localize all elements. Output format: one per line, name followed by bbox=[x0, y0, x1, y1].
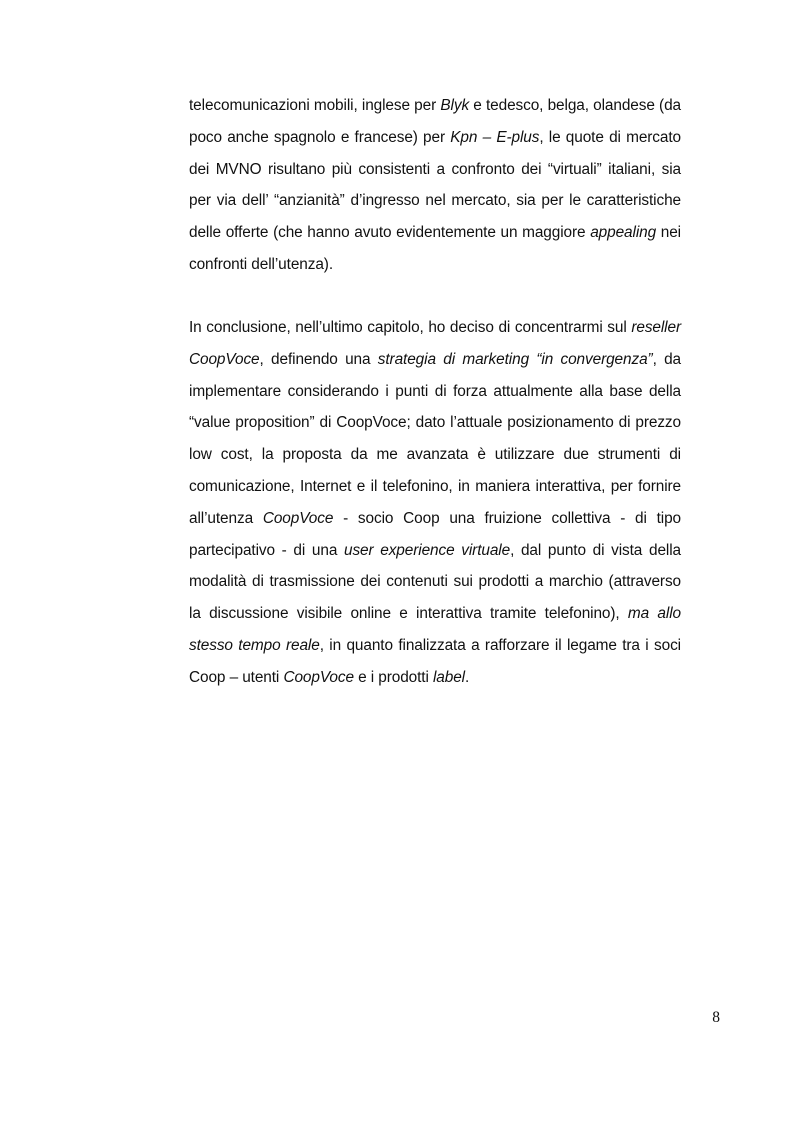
italic-text-segment: ma allo stesso tempo reale bbox=[189, 605, 681, 654]
italic-text-segment: Blyk bbox=[440, 97, 470, 114]
italic-text-segment: CoopVoce bbox=[262, 509, 334, 527]
text-segment: , dal punto di vista della modalità di trasmissione dei contenuti sui prodotti a marchio (attraverso la discussione visibile online e interattiva tramite telefonino), bbox=[189, 541, 681, 623]
text-segment: e i prodotti bbox=[353, 668, 433, 686]
text-segment: - socio Coop una fruizione collettiva - di tipo partecipativo - di una bbox=[189, 509, 681, 559]
text-segment: nei confronti dell’utenza). bbox=[189, 224, 681, 273]
paragraph-conclusion bbox=[189, 312, 681, 694]
italic-text-segment: Kpn – E-plus bbox=[450, 128, 540, 146]
italic-text-segment: label bbox=[432, 668, 466, 686]
paragraph-mvno-market-share bbox=[189, 90, 681, 281]
text-segment: , da implementare considerando i punti di forza attualmente alla base della “value proposition” di CoopVoce; dato l’attuale posizionamento di prezzo low cost, la proposta da me avanzata è utilizzare due strumenti di comunicazione, Internet e il telefonino, in maniera interattiva, per fornire all’utenza bbox=[189, 350, 681, 527]
page-number: 8 bbox=[712, 1009, 720, 1026]
italic-text-segment: strategia di marketing “in convergenza” bbox=[377, 350, 653, 368]
text-segment: , definendo una bbox=[259, 350, 378, 368]
italic-text-segment: appealing bbox=[590, 224, 657, 242]
text-segment: , in quanto finalizzata a rafforzare il legame tra i soci Coop – utenti bbox=[189, 636, 681, 686]
italic-text-segment: CoopVoce bbox=[283, 668, 354, 686]
text-segment: , le quote di mercato dei MVNO risultano più consistenti a confronto dei “virtuali” italiani, sia per via dell’ “anzianità” d’ingresso nel mercato, sia per le caratteristiche delle offerte (che hanno avuto evidentemente un maggiore bbox=[189, 128, 681, 242]
text-segment: e tedesco, belga, olandese (da poco anche spagnolo e francese) per bbox=[189, 97, 681, 146]
italic-text-segment: user experience virtuale bbox=[344, 541, 511, 559]
text-segment: . bbox=[465, 668, 470, 686]
italic-text-segment: reseller CoopVoce bbox=[189, 319, 681, 368]
text-segment: telecomunicazioni mobili, inglese per bbox=[189, 97, 441, 114]
text-segment: In conclusione, nell’ultimo capitolo, ho deciso di concentrarmi sul bbox=[189, 319, 632, 336]
